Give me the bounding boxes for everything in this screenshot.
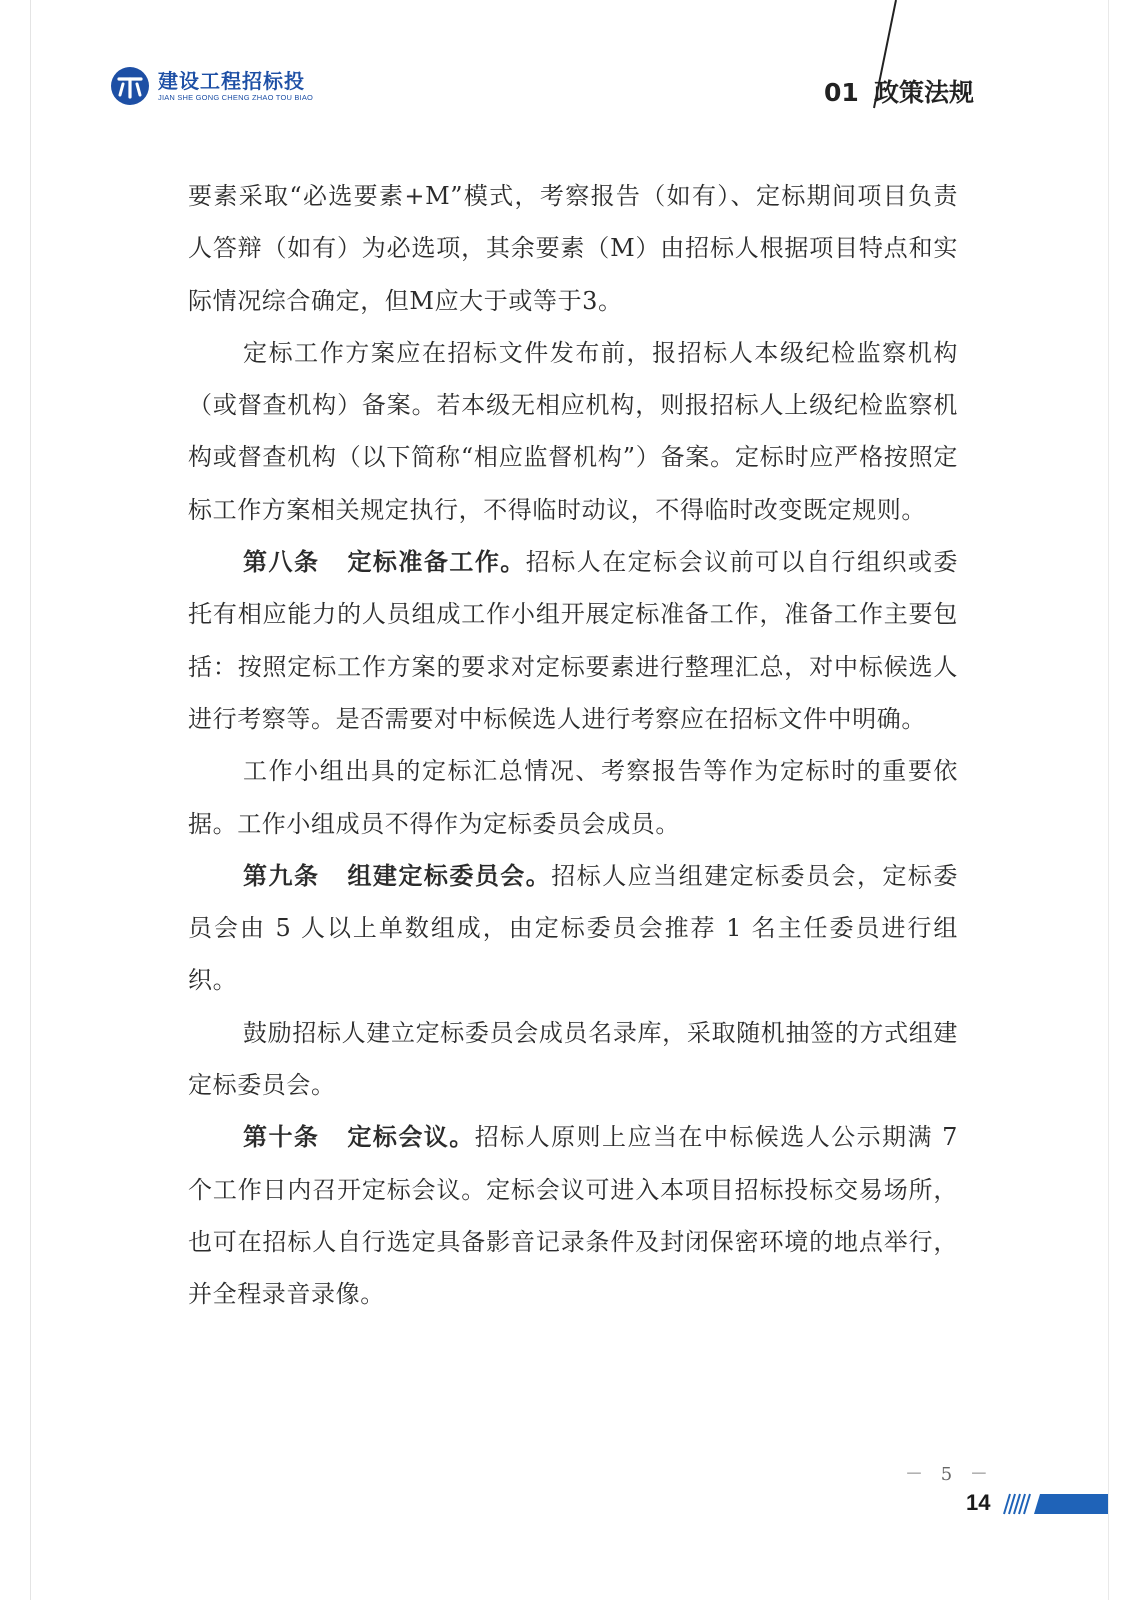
- paragraph-text: 招标人原则上应当在中标候选人公示期满 7 个工作日内召开定标会议。定标会议可进入本项目招标投标交易场所，也可在招标人自行选定具备影音记录条件及封闭保密环境的地点举行，并全程录音录像。: [188, 1123, 958, 1309]
- original-page-number: － 5 －: [905, 1464, 994, 1485]
- article-paragraph: [188, 850, 958, 1007]
- article-number: 第八条: [243, 548, 320, 577]
- article-heading: 定标会议。: [347, 1123, 475, 1152]
- logo-mark-icon: [110, 66, 150, 106]
- section-label: [824, 78, 974, 108]
- paragraph-text: 定标工作方案应在招标文件发布前，报招标人本级纪检监察机构（或督查机构）备案。若本级无相应机构，则报招标人上级纪检监察机构或督查机构（以下简称“相应监督机构”）备案。定标时应严格按照定标工作方案相关规定执行，不得临时动议，不得临时改变既定规则。: [188, 338, 958, 524]
- paragraph-text: 招标人应当组建定标委员会，定标委员会由 5 人以上单数组成，由定标委员会推荐 1 名主任委员进行组织。: [188, 861, 958, 995]
- footer-stripes-decoration: [996, 1493, 1108, 1515]
- left-margin-rule: [30, 0, 31, 1600]
- paragraph-text: 要素采取“必选要素+M”模式，考察报告（如有）、定标期间项目负责人答辩（如有）为必选项，其余要素（M）由招标人根据项目特点和实际情况综合确定，但M应大于或等于3。: [188, 182, 958, 315]
- publication-logo: [110, 66, 313, 106]
- article-number: 第九条: [243, 861, 320, 890]
- section-title: 政策法规: [874, 78, 975, 107]
- article-heading: 组建定标委员会。: [347, 861, 552, 890]
- paragraph: [188, 745, 958, 850]
- article-paragraph: [188, 1111, 958, 1320]
- document-body: [188, 170, 958, 1321]
- logo-title: 建设工程招标投: [158, 69, 305, 93]
- section-number: 01: [824, 78, 859, 107]
- logo-subtitle: JIAN SHE GONG CHENG ZHAO TOU BIAO: [158, 93, 314, 102]
- paragraph-text: 招标人在定标会议前可以自行组织或委托有相应能力的人员组成工作小组开展定标准备工作，准备工作主要包括：按照定标工作方案的要求对定标要素进行整理汇总，对中标候选人进行考察等。是否需要对中标候选人进行考察应在招标文件中明确。: [188, 548, 958, 733]
- page-number: 14: [966, 1490, 991, 1515]
- article-paragraph: [188, 536, 958, 745]
- paragraph: [188, 327, 958, 536]
- article-number: 第十条: [243, 1123, 320, 1152]
- paragraph-text: 鼓励招标人建立定标委员会成员名录库，采取随机抽签的方式组建定标委员会。: [188, 1018, 958, 1100]
- paragraph: [188, 170, 958, 327]
- paragraph-text: 工作小组出具的定标汇总情况、考察报告等作为定标时的重要依据。工作小组成员不得作为定标委员会成员。: [188, 757, 958, 838]
- paragraph: [188, 1007, 958, 1112]
- right-margin-rule: [1108, 0, 1109, 1600]
- article-heading: 定标准备工作。: [347, 548, 526, 577]
